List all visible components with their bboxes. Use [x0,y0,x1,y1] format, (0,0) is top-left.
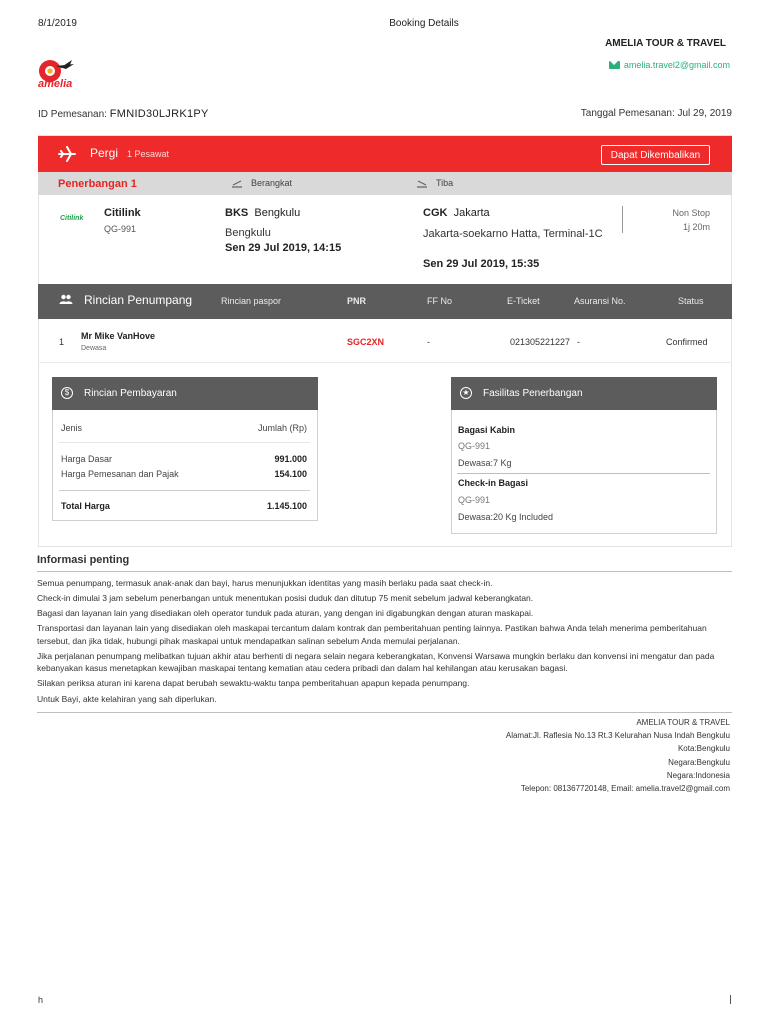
footer-divider [37,712,732,713]
payment-col-type: Jenis [61,423,83,433]
arrival-airport: Jakarta-soekarno Hatta, Terminal-1C [423,228,603,240]
eticket-value: 021305221227 [510,337,571,347]
footer-country: Negara:Indonesia [666,770,730,780]
info-item: Semua penumpang, termasuk anak-anak dan bayi, harus menunjukkan identitas yang masih berlaku pada saat check-in. [37,578,493,588]
footer-state: Negara:Bengkulu [668,757,730,767]
passenger-number: 1 [59,337,65,347]
arrive-label: Tiba [436,178,454,188]
info-item: Bagasi dan layanan lain yang disediakan oleh operator tunduk pada aturan, yang dengan ini digabungkan dengan aturan maskapai. [37,608,534,619]
ff-value: - [427,337,430,347]
footer-address [506,716,730,795]
company-name: AMELIA TOUR & TRAVEL [605,38,726,49]
passenger-row-divider [38,362,732,363]
departure-city: Bengkulu [254,207,301,219]
depart-column-header [231,178,292,188]
payment-divider [59,442,310,443]
payment-total-divider [59,490,310,491]
logo-text: amelia [38,78,73,90]
info-item: Silakan periksa aturan ini karena dapat berubah sewaktu-waktu tanpa pemberitahuan apapun kepada penumpang. [37,678,470,689]
depart-label: Berangkat [251,178,293,188]
company-email[interactable] [609,60,730,70]
print-date: 8/1/2019 [38,18,77,29]
company-email-text: amelia.travel2@gmail.com [623,60,730,70]
vertical-divider [622,206,623,233]
column-status: Status [678,296,704,306]
info-item: Untuk Bayi, akte kelahiran yang sah diperlukan. [37,693,217,704]
airplane-icon [58,146,76,162]
column-passport: Rincian paspor [221,296,282,306]
facilities-title: Fasilitas Penerbangan [483,388,583,399]
column-ff-no: FF No [427,296,453,306]
cabin-baggage-allowance: Dewasa:7 Kg [458,458,512,468]
arrival-time: Sen 29 Jul 2019, 15:35 [423,258,540,270]
mail-icon [609,61,620,69]
fee-label: Harga Pemesanan dan Pajak [61,469,179,479]
booking-id [38,108,209,120]
info-divider [37,571,732,572]
footer-address-line: Alamat:Jl. Raflesia No.13 Rt.3 Kelurahan Nusa Indah Bengkulu [505,731,730,741]
passenger-name: Mr Mike VanHove [81,331,156,341]
flight-duration: 1j 20m [682,222,710,232]
booking-id-label: ID Pemesanan: [38,109,107,120]
arrival-code [423,207,490,219]
column-eticket: E-Ticket [507,296,540,306]
page-mark: h [38,995,44,1005]
checkin-baggage-allowance: Dewasa:20 Kg Included [458,512,554,522]
facilities-divider [457,473,710,474]
flight-count: 1 Pesawat [127,149,170,159]
people-icon [59,294,73,304]
page-edge-mark [730,995,731,1004]
total-value: 1.145.100 [266,501,307,511]
info-item: Check-in dimulai 3 jam sebelum penerbangan untuk menentukan posisi duduk dan ditutup 75 menit sebelum jadwal keberangkatan. [37,593,534,604]
booking-id-value: FMNID30LJRK1PY [109,108,209,120]
total-label: Total Harga [61,501,110,511]
arrive-column-header [416,178,453,188]
takeoff-icon [231,179,243,188]
departure-airport-code: BKS [225,207,249,219]
pnr-value: SGC2XN [347,337,385,347]
print-title: Booking Details [389,18,459,29]
info-list [37,577,732,708]
flight-number-label: Penerbangan 1 [58,178,137,190]
star-icon: ★ [460,387,472,399]
payment-col-amount: Jumlah (Rp) [257,423,307,433]
departure-time: Sen 29 Jul 2019, 14:15 [225,242,342,254]
order-date: Tanggal Pemesanan: Jul 29, 2019 [580,108,732,119]
payment-title: Rincian Pembayaran [84,388,177,399]
flight-subheader [38,172,732,195]
column-insurance: Asuransi No. [574,296,626,306]
info-title: Informasi penting [37,554,130,566]
status-value: Confirmed [666,337,708,347]
footer-contact: Telepon: 081367720148, Email: amelia.travel2@gmail.com [520,784,730,794]
departure-airport: Bengkulu [225,227,271,239]
cabin-baggage-title: Bagasi Kabin [458,425,516,435]
footer-company: AMELIA TOUR & TRAVEL [636,718,730,727]
cabin-baggage-flight: QG-991 [458,441,491,451]
flight-code: QG-991 [104,224,137,234]
arrival-airport-code: CGK [423,207,448,219]
info-item: Transportasi dan layanan lain yang disediakan oleh maskapai tercantum dalam kontrak dan pemberitahuan penting lainnya. Pastikan bahwa Anda telah menerima pemberitahuan tersebut, dan jika tidak, hubungi pihak maskapai untuk mendapatkan salinan sebelum Anda memulai perjalanan. [37,623,707,646]
departure-code [225,207,300,219]
base-price-label: Harga Dasar [61,454,113,464]
arrival-city: Jakarta [453,207,490,219]
footer-city: Kota:Bengkulu [677,744,730,754]
fee-value: 154.100 [274,469,307,479]
checkin-baggage-flight: QG-991 [458,495,491,505]
landing-icon [416,179,428,188]
info-item: Jika perjalanan penumpang melibatkan tujuan akhir atau berhenti di negara selain negara keberangkatan, Konvensi Warsawa mungkin berlaku dan konvensi ini mengatur dan pada kebanyakan kasus menetapkan kewajiban maskapai tentang kematian atau cedera pribadi dan dalam hal kehilangan atau kerusakan bagasi. [37,650,715,674]
base-price-value: 991.000 [274,454,307,464]
passenger-type: Dewasa [81,345,107,352]
column-pnr: PNR [347,296,367,306]
flight-direction-label: Pergi [90,146,119,160]
insurance-value: - [577,337,580,347]
passenger-section-title: Rincian Penumpang [84,293,193,307]
stop-type: Non Stop [672,208,710,218]
airline-name: Citilink [104,207,141,219]
money-icon: $ [61,387,73,399]
airline-logo: Citilink [60,215,84,222]
checkin-baggage-title: Check-in Bagasi [458,478,529,488]
refundable-button[interactable]: Dapat Dikembalikan [601,145,710,165]
